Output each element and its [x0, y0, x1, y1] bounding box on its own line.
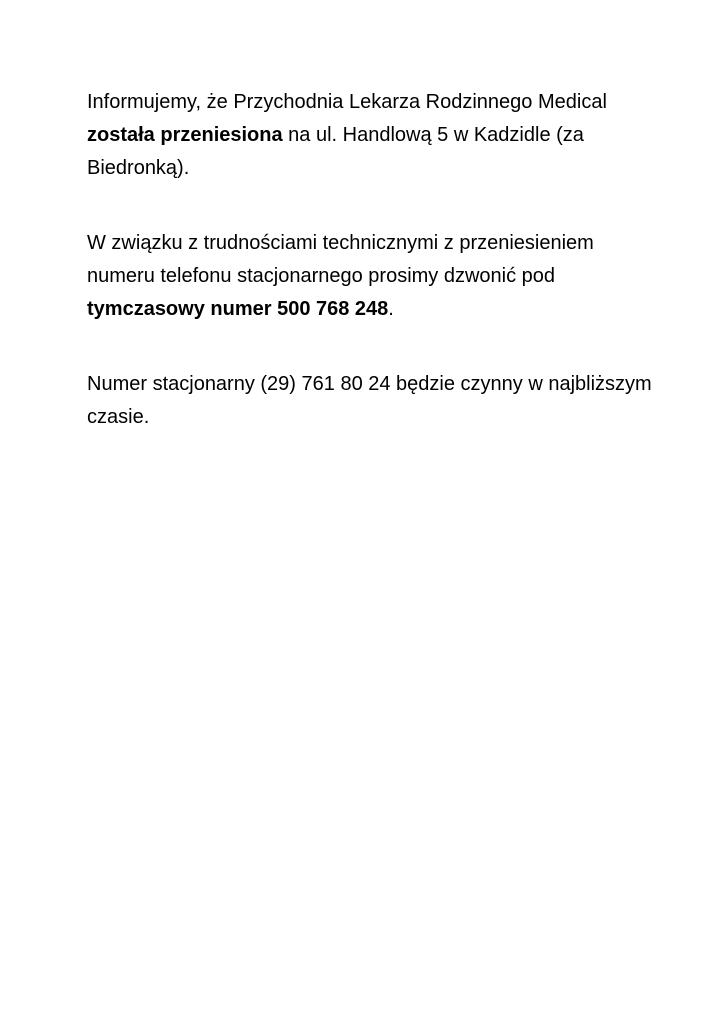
relocation-text-intro: Informujemy, że Przychodnia Lekarza Rodzinnego Medical	[87, 91, 607, 113]
temporary-number-emphasis: tymczasowy numer 500 768 248	[87, 298, 389, 320]
landline-info-text: Numer stacjonarny (29) 761 80 24 będzie czynny w najbliższym czasie.	[87, 373, 652, 428]
document-body	[87, 86, 667, 476]
relocation-text-emphasis: została przeniesiona	[87, 124, 283, 146]
relocation-text-address: na ul. Handlową 5 w Kadzidle (za Biedronką).	[87, 124, 584, 179]
temporary-number-text-intro: W związku z trudnościami technicznymi z przeniesieniem numeru telefonu stacjonarnego prosimy dzwonić pod	[87, 232, 594, 287]
paragraph-landline-info	[87, 368, 667, 434]
paragraph-relocation-notice	[87, 86, 667, 185]
paragraph-temporary-number	[87, 227, 667, 326]
temporary-number-text-end: .	[388, 298, 394, 320]
